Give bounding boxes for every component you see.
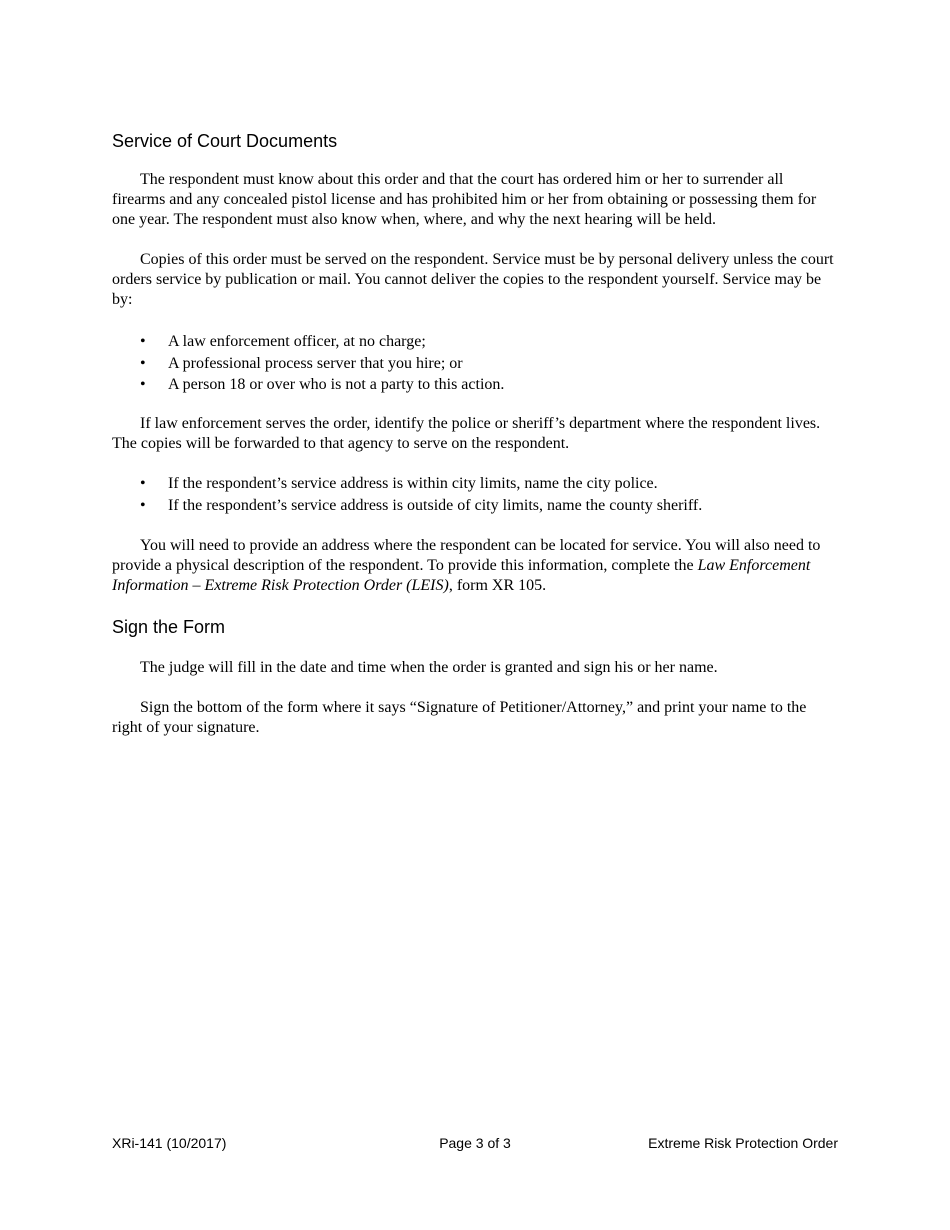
page-footer [112,1135,838,1155]
list-item: • If the respondent’s service address is outside of city limits, name the county sheriff. [112,495,836,517]
list-item: • A professional process server that you hire; or [112,353,836,375]
service-paragraph-4: You will need to provide an address where the respondent can be located for service. You will also need to provide a physical description of the respondent. To provide this information, complete the Law Enforcement Information – Extreme Risk Protection Order (LEIS), form XR 105. [112,537,821,594]
page-number: Page 3 of 3 [439,1135,511,1151]
sign-paragraph-2: Sign the bottom of the form where it says “Signature of Petitioner/Attorney,” and print your name to the right of your signature. [112,699,807,736]
list-item: • A law enforcement officer, at no charge; [112,331,836,353]
service-paragraph-3: If law enforcement serves the order, identify the police or sheriff’s department where the respondent lives. The copies will be forwarded to that agency to serve on the respondent. [112,415,821,452]
service-methods-list [112,331,836,396]
sign-paragraph-1: The judge will fill in the date and time when the order is granted and sign his or her name. [140,659,718,676]
service-paragraph-1: The respondent must know about this order and that the court has ordered him or her to surrender all firearms and any concealed pistol license and has prohibited him or her from obtaining or possessing them for one year. The respondent must also know when, where, and why the next hearing will be held. [112,171,817,228]
service-paragraph-2: Copies of this order must be served on the respondent. Service must be by personal delivery unless the court orders service by publication or mail. You cannot deliver the copies to the respondent yourself. Service may be by: [112,251,834,308]
form-reference-title: Law Enforcement Information – Extreme Risk Protection Order (LEIS) [112,557,811,594]
list-item: • If the respondent’s service address is within city limits, name the city police. [112,473,836,495]
form-number: XRi-141 (10/2017) [112,1135,227,1151]
section-heading-service: Service of Court Documents [112,131,338,151]
law-enforcement-list [112,473,836,516]
bullet-icon: • [140,496,146,514]
list-item: • A person 18 or over who is not a party to this action. [112,374,836,396]
form-title: Extreme Risk Protection Order [648,1135,838,1151]
bullet-icon: • [140,376,146,393]
bullet-icon: • [140,475,146,492]
section-heading-sign: Sign the Form [112,617,226,637]
bullet-icon: • [140,354,146,372]
bullet-icon: • [140,333,146,350]
